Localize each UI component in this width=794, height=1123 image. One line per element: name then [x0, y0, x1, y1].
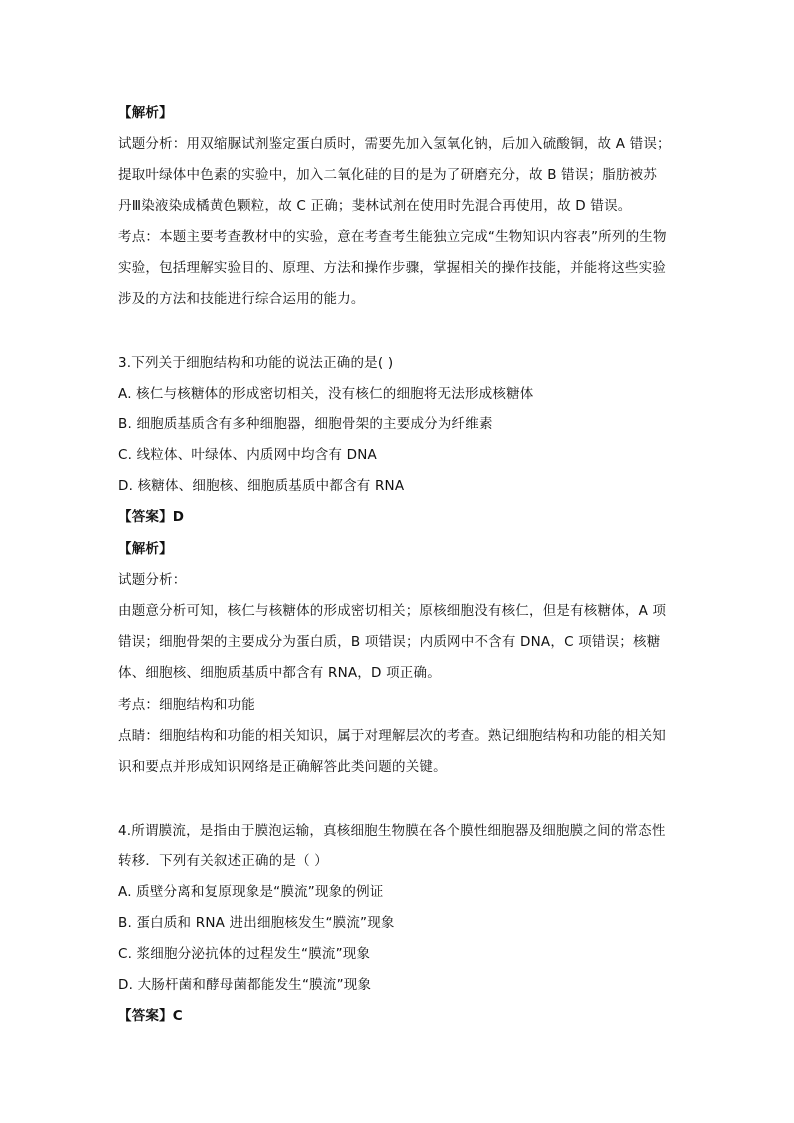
question-3-analysis-heading: 【解析】 [118, 541, 173, 557]
question-4-option-a: A. 质壁分离和复原现象是“膜流”现象的例证 [118, 884, 384, 900]
question-3-dianjing-line: 识和要点并形成知识网络是正确解答此类问题的关键。 [118, 759, 447, 775]
kaodian-line: 考点：本题主要考查教材中的实验，意在考查考生能独立完成“生物知识内容表”所列的生物 [118, 229, 667, 245]
kaodian-line: 涉及的方法和技能进行综合运用的能力。 [118, 291, 365, 307]
analysis-line: 提取叶绿体中色素的实验中，加入二氧化硅的目的是为了研磨充分，故 B 错误；脂肪被苏 [118, 167, 658, 183]
question-3-analysis-line: 由题意分析可知，核仁与核糖体的形成密切相关；原核细胞没有核仁，但是有核糖体，A 项 [118, 603, 667, 619]
question-3-analysis-line: 试题分析： [118, 572, 187, 588]
question-3-stem: 3.下列关于细胞结构和功能的说法正确的是( ) [118, 355, 394, 371]
question-3-analysis-line: 错误；细胞骨架的主要成分为蛋白质，B 项错误；内质网中不含有 DNA，C 项错误；核糖 [118, 634, 661, 650]
analysis-line: 丹Ⅲ染液染成橘黄色颗粒，故 C 正确；斐林试剂在使用时先混合再使用，故 D 错误。 [118, 198, 632, 214]
question-3-dianjing-line: 点睛：细胞结构和功能的相关知识，属于对理解层次的考查。熟记细胞结构和功能的相关知 [118, 728, 666, 744]
question-3-analysis-line: 体、细胞核、细胞质基质中都含有 RNA，D 项正确。 [118, 665, 441, 681]
question-3-answer: 【答案】D [118, 509, 185, 525]
question-4-stem-line: 转移．下列有关叙述正确的是（ ） [118, 853, 328, 869]
question-4-option-b: B. 蛋白质和 RNA 进出细胞核发生“膜流”现象 [118, 915, 395, 931]
analysis-heading: 【解析】 [118, 105, 173, 121]
question-3-option-a: A. 核仁与核糖体的形成密切相关，没有核仁的细胞将无法形成核糖体 [118, 386, 534, 402]
question-4-option-c: C. 浆细胞分泌抗体的过程发生“膜流”现象 [118, 946, 371, 962]
question-3-option-c: C. 线粒体、叶绿体、内质网中均含有 DNA [118, 447, 377, 463]
kaodian-line: 实验，包括理解实验目的、原理、方法和操作步骤，掌握相关的操作技能，并能将这些实验 [118, 260, 666, 276]
question-3-kaodian: 考点：细胞结构和功能 [118, 697, 255, 713]
question-3-option-d: D. 核糖体、细胞核、细胞质基质中都含有 RNA [118, 478, 405, 494]
analysis-line: 试题分析：用双缩脲试剂鉴定蛋白质时，需要先加入氢氧化钠，后加入硫酸铜，故 A 错误； [118, 136, 671, 152]
question-4-option-d: D. 大肠杆菌和酵母菌都能发生“膜流”现象 [118, 977, 372, 993]
question-4-stem-line: 4.所谓膜流，是指由于膜泡运输，真核细胞生物膜在各个膜性细胞器及细胞膜之间的常态性 [118, 823, 666, 839]
question-3-option-b: B. 细胞质基质含有多种细胞器，细胞骨架的主要成分为纤维素 [118, 416, 493, 432]
question-4-answer: 【答案】C [118, 1008, 183, 1024]
